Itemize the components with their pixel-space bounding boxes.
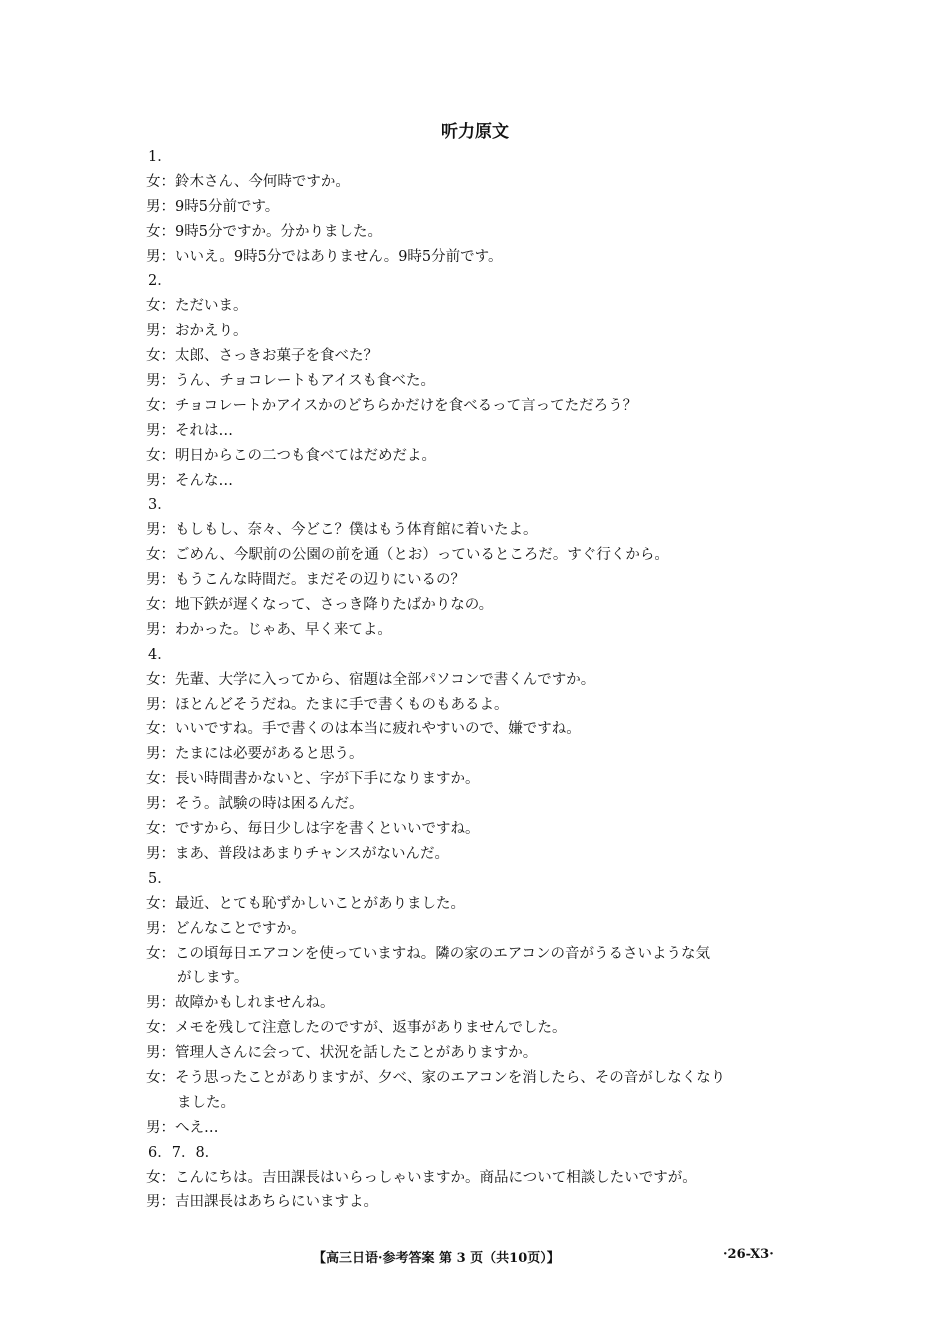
dialogue-line: 女：こんにちは。吉田課長はいらっしゃいますか。商品について相談したいですが。 xyxy=(146,1169,697,1186)
dialogue-line: 男：管理人さんに会って、状況を話したことがありますか。 xyxy=(146,1045,538,1062)
dialogue-line: 男：吉田課長はあちらにいますよ。 xyxy=(146,1194,378,1211)
dialogue-line: 男：まあ、普段はあまりチャンスがないんだ。 xyxy=(146,845,450,862)
dialogue-line: 女：鈴木さん、今何時ですか。 xyxy=(146,173,350,190)
page-title: 听力原文 xyxy=(441,122,509,142)
question-number: 1． xyxy=(148,149,172,165)
dialogue-line: 男：そう。試験の時は困るんだ。 xyxy=(146,796,364,813)
dialogue-line: 女：先輩、大学に入ってから、宿題は全部パソコンで書くんですか。 xyxy=(146,671,596,688)
transcript-body xyxy=(146,145,826,1215)
dialogue-line: 女：ですから、毎日少しは字を書くといいですね。 xyxy=(146,821,480,838)
dialogue-line: 男：うん、チョコレートもアイスも食べた。 xyxy=(146,373,435,390)
question-number: 4． xyxy=(148,646,172,663)
dialogue-line: ました。 xyxy=(177,1094,235,1111)
dialogue-line: 女：ごめん、今駅前の公園の前を通（とお）っているところだ。すぐ行くから。 xyxy=(146,547,669,564)
dialogue-line: 男：それは… xyxy=(146,422,233,439)
dialogue-line: 女：いいですね。手で書くのは本当に疲れやすいので、嫌ですね。 xyxy=(146,721,581,738)
dialogue-line: 女：長い時間書かないと、字が下手になりますか。 xyxy=(146,771,480,788)
dialogue-line: 男：たまには必要があると思う。 xyxy=(146,746,364,763)
dialogue-line: 女：太郎、さっきお菓子を食べた？ xyxy=(146,348,378,365)
dialogue-line: 女：最近、とても恥ずかしいことがありました。 xyxy=(146,895,465,912)
dialogue-line: 女：ただいま。 xyxy=(146,298,248,315)
question-number: 6．7．8． xyxy=(148,1144,220,1161)
dialogue-line: 男：どんなことですか。 xyxy=(146,920,306,937)
dialogue-line: 男：わかった。じゃあ、早く来てよ。 xyxy=(146,621,392,638)
dialogue-line: 男：故障かもしれませんね。 xyxy=(146,995,335,1012)
question-number: 3． xyxy=(148,497,172,514)
dialogue-line: 男：もうこんな時間だ。まだその辺りにいるの？ xyxy=(146,572,465,589)
dialogue-line: 男：へえ… xyxy=(146,1119,219,1136)
footer-page-info: 【高三日语·参考答案 第 3 页（共10页）】 xyxy=(313,1251,560,1266)
dialogue-line: 男：いいえ。9時5分ではありません。9時5分前です。 xyxy=(146,248,503,265)
dialogue-line: 女：チョコレートかアイスかのどちらかだけを食べるって言ってただろう？ xyxy=(146,397,638,414)
dialogue-line: 女：メモを残して注意したのですが、返事がありませんでした。 xyxy=(146,1020,567,1037)
dialogue-line: 男：そんな… xyxy=(146,472,233,489)
question-number: 2． xyxy=(148,273,172,290)
dialogue-line: 女：この頃毎日エアコンを使っていますね。隣の家のエアコンの音がうるさいような気 xyxy=(146,945,711,962)
dialogue-line: 男：9時5分前です。 xyxy=(146,198,280,215)
dialogue-line: 男：もしもし、奈々、今どこ？僕はもう体育館に着いたよ。 xyxy=(146,522,538,539)
dialogue-line: 女：9時5分ですか。分かりました。 xyxy=(146,223,382,240)
dialogue-line: 男：ほとんどそうだね。たまに手で書くものもあるよ。 xyxy=(146,696,509,713)
dialogue-line: 女：明日からこの二つも食べてはだめだよ。 xyxy=(146,447,436,464)
dialogue-line: 男：おかえり。 xyxy=(146,323,248,340)
dialogue-line: 女：地下鉄が遅くなって、さっき降りたばかりなの。 xyxy=(146,597,494,614)
question-number: 5． xyxy=(148,870,172,887)
footer-code: ·26-X3· xyxy=(723,1247,774,1262)
dialogue-line: 女：そう思ったことがありますが、夕べ、家のエアコンを消したら、その音がしなくなり xyxy=(146,1069,726,1086)
dialogue-line: がします。 xyxy=(177,970,249,987)
